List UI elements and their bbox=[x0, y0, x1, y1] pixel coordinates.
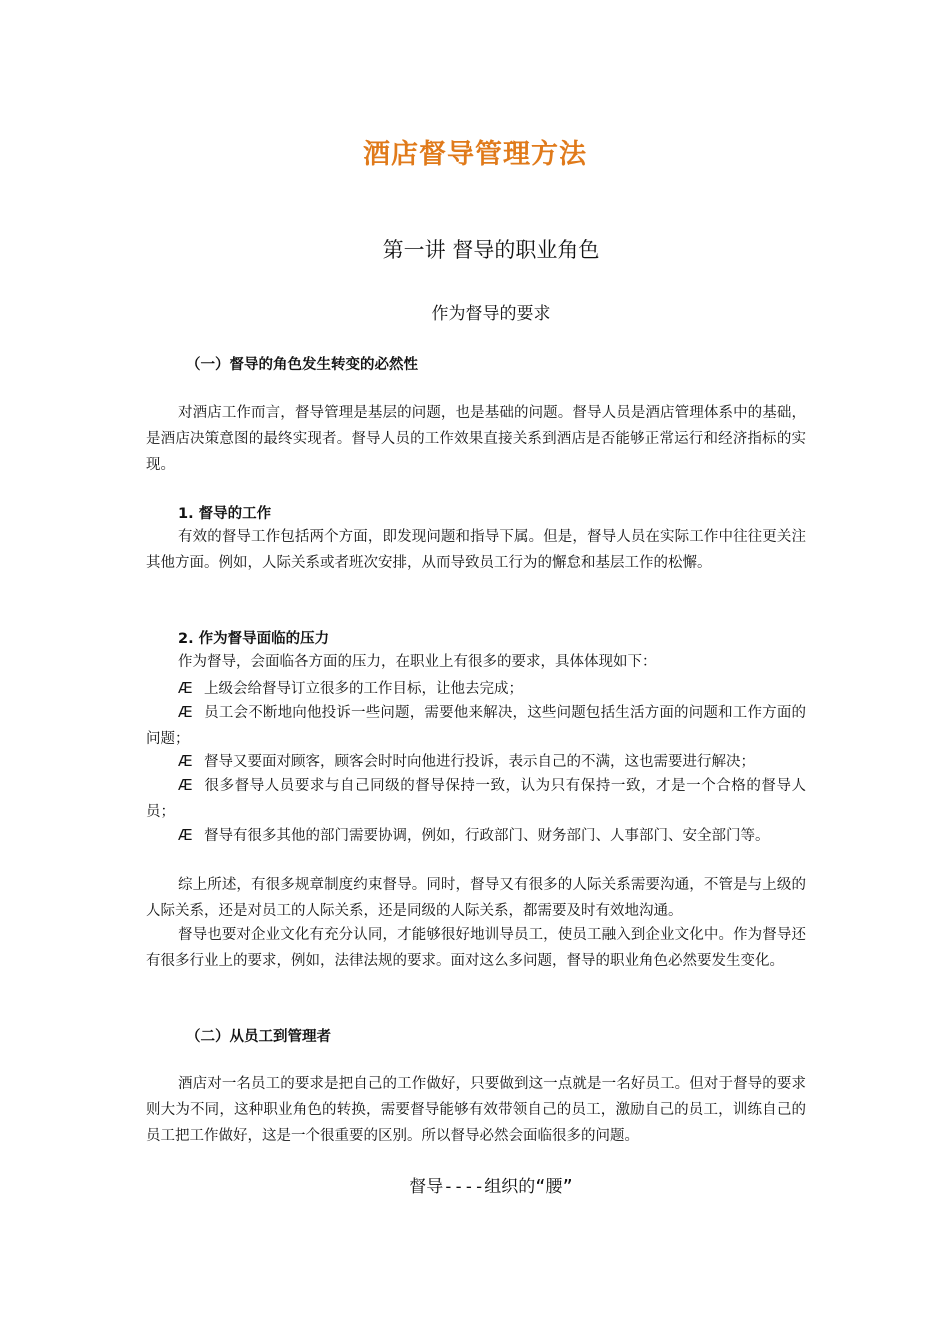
bullet-marker: Æ bbox=[178, 679, 193, 697]
bullet-item bbox=[146, 675, 806, 702]
section1-intro-paragraph: 对酒店工作而言，督导管理是基层的问题，也是基础的问题。督导人员是酒店管理体系中的基础，是酒店决策意图的最终实现者。督导人员的工作效果直接关系到酒店是否能够正常运行和经济指标的实现。 bbox=[146, 405, 806, 473]
bullet-marker: Æ bbox=[178, 752, 193, 770]
bullet-text: 员工会不断地向他投诉一些问题，需要他来解决，这些问题包括生活方面的问题和工作方面的问题； bbox=[146, 705, 806, 747]
bullet-text: 督导有很多其他的部门需要协调，例如，行政部门、财务部门、人事部门、安全部门等。 bbox=[204, 828, 770, 844]
bullet-text: 上级会给督导订立很多的工作目标，让他去完成； bbox=[204, 681, 523, 697]
bullet-marker: Æ bbox=[178, 776, 193, 794]
subsection1-heading: 1. 督导的工作 bbox=[178, 506, 272, 522]
bullet-marker: Æ bbox=[178, 703, 193, 721]
bullet-marker: Æ bbox=[178, 826, 193, 844]
document-title: 酒店督导管理方法 bbox=[363, 139, 587, 170]
bullet-item bbox=[146, 748, 806, 775]
summary-paragraph: 督导也要对企业文化有充分认同，才能够很好地训导员工，使员工融入到企业文化中。作为督导还有很多行业上的要求，例如，法律法规的要求。面对这么多问题，督导的职业角色必然要发生变化。 bbox=[146, 927, 806, 969]
requirements-heading: 作为督导的要求 bbox=[431, 304, 551, 324]
lecture-title: 第一讲 督导的职业角色 bbox=[382, 238, 600, 262]
section2-paragraph: 酒店对一名员工的要求是把自己的工作做好，只要做到这一点就是一名好员工。但对于督导的要求则大为不同，这种职业角色的转换，需要督导能够有效带领自己的员工，激励自己的员工，训练自己的员工把工作做好，这是一个很重要的区别。所以督导必然会面临很多的问题。 bbox=[146, 1076, 806, 1144]
section1-heading: （一）督导的角色发生转变的必然性 bbox=[186, 357, 418, 373]
subsection2-heading: 2. 作为督导面临的压力 bbox=[178, 631, 330, 647]
subsection1-paragraph: 有效的督导工作包括两个方面，即发现问题和指导下属。但是，督导人员在实际工作中往往更关注其他方面。例如，人际关系或者班次安排，从而导致员工行为的懈怠和基层工作的松懈。 bbox=[146, 529, 806, 571]
bullet-text: 很多督导人员要求与自己同级的督导保持一致，认为只有保持一致，才是一个合格的督导人员； bbox=[146, 778, 806, 820]
subsection2-intro: 作为督导，会面临各方面的压力，在职业上有很多的要求，具体体现如下： bbox=[178, 654, 657, 670]
bullet-item bbox=[146, 772, 806, 825]
bullet-item bbox=[146, 822, 806, 849]
next-heading: 督导----组织的“腰” bbox=[409, 1177, 573, 1197]
section2-heading: （二）从员工到管理者 bbox=[186, 1029, 331, 1045]
summary-paragraph: 综上所述，有很多规章制度约束督导。同时，督导又有很多的人际关系需要沟通，不管是与上级的人际关系，还是对员工的人际关系，还是同级的人际关系，都需要及时有效地沟通。 bbox=[146, 877, 806, 919]
bullet-item bbox=[146, 699, 806, 752]
bullet-text: 督导又要面对顾客，顾客会时时向他进行投诉，表示自己的不满，这也需要进行解决； bbox=[204, 754, 755, 770]
